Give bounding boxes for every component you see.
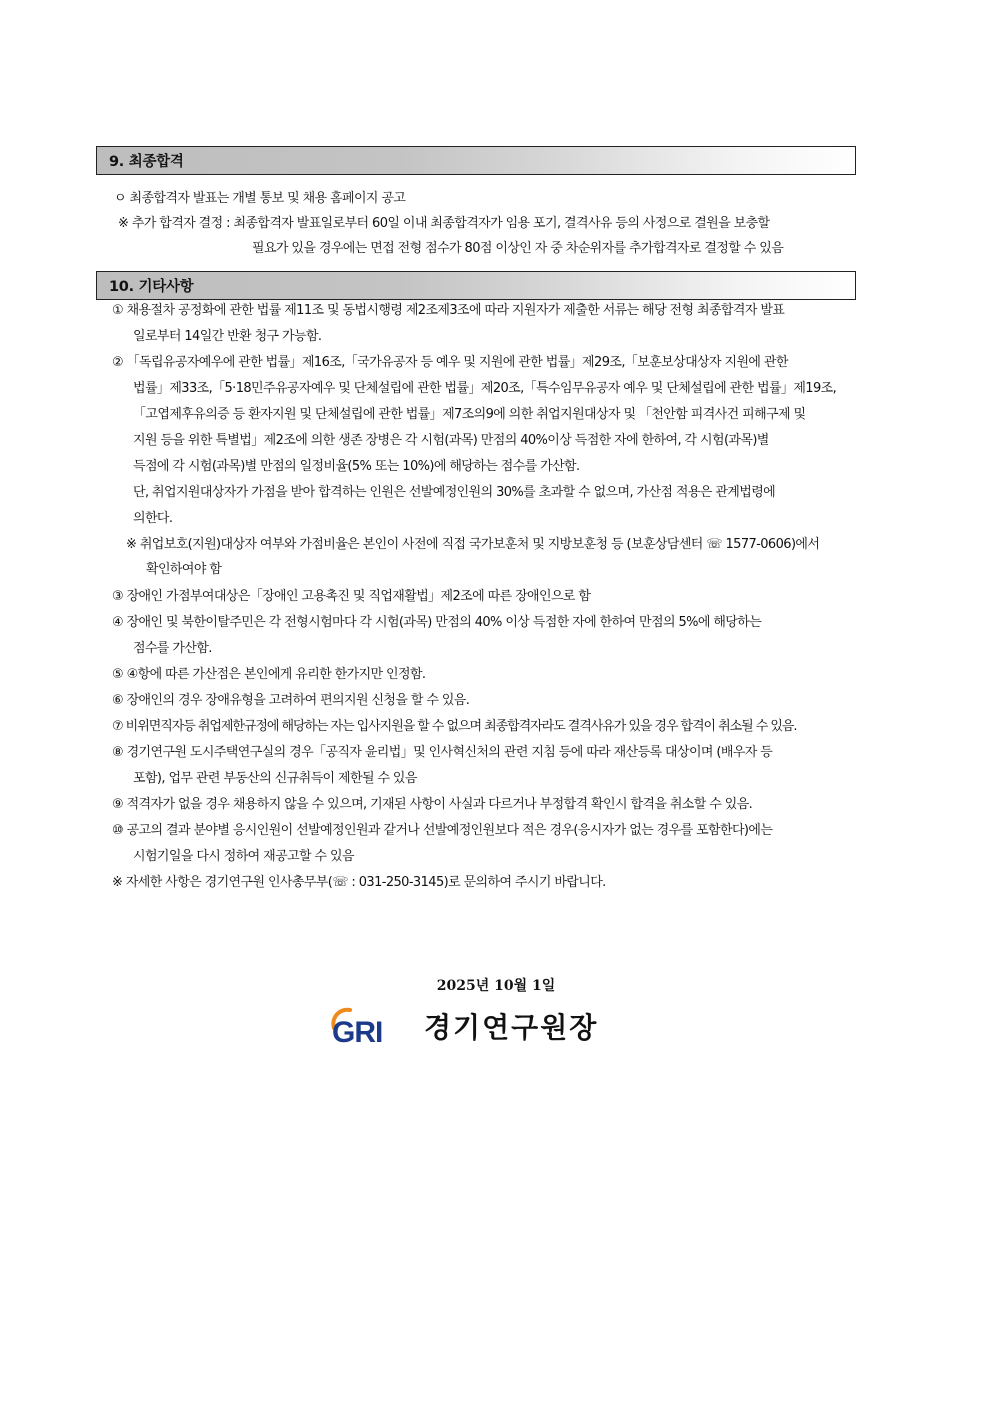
section-9-title: 9. 최종합격 [109, 154, 184, 170]
section-9-header [96, 146, 856, 175]
item-2-line-4: 지원 등을 위한 특별법」제2조에 의한 생존 장병은 각 시험(과목) 만점의 40%이상 득점한 자에 한하여, 각 시험(과목)별 [133, 433, 769, 448]
section-10-title: 10. 기타사항 [109, 279, 194, 295]
item-10-line-1: ⑩ 공고의 결과 분야별 응시인원이 선발예정인원과 같거나 선발예정인원보다 적은 경우(응시자가 없는 경우를 포함한다)에는 [112, 823, 773, 838]
logo-text: GRI [332, 1016, 383, 1048]
item-4-line-1: ④ 장애인 및 북한이탈주민은 각 전형시험마다 각 시험(과목) 만점의 40% 이상 득점한 자에 한하여 만점의 5%에 해당하는 [112, 615, 762, 630]
item-2-line-5: 득점에 각 시험(과목)별 만점의 일정비율(5% 또는 10%)에 해당하는 점수를 가산함. [133, 459, 580, 474]
additional-pass-note-cont: 필요가 있을 경우에는 면접 전형 점수가 80점 이상인 자 중 차순위자를 추가합격자로 결정할 수 있음 [252, 241, 784, 256]
gri-logo-icon [328, 1004, 402, 1048]
item-2-line-7: 의한다. [133, 511, 173, 526]
organization-name: 경기연구원장 [424, 1011, 599, 1044]
item-2-note-line-2: 확인하여야 함 [146, 562, 222, 577]
footer-signature [328, 1004, 598, 1048]
section-10-header [96, 271, 856, 300]
item-2-note-line-1: ※ 취업보호(지원)대상자 여부와 가점비율은 본인이 사전에 직접 국가보훈처 및 지방보훈청 등 (보훈상담센터 ☏ 1577-0606)에서 [126, 537, 820, 552]
item-1-line-2: 일로부터 14일간 반환 청구 가능함. [133, 329, 322, 344]
item-2-line-6: 단, 취업지원대상자가 가점을 받아 합격하는 인원은 선발예정인원의 30%를 초과할 수 없으며, 가산점 적용은 관계법령에 [133, 485, 776, 500]
final-announcement-line: ㅇ 최종합격자 발표는 개별 통보 및 채용 홈페이지 공고 [114, 191, 406, 206]
item-10-line-2: 시험기일을 다시 정하여 재공고할 수 있음 [133, 849, 354, 864]
contact-note: ※ 자세한 사항은 경기연구원 인사총무부(☏ : 031-250-3145)로 문의하여 주시기 바랍니다. [112, 875, 606, 890]
item-8-line-2: 포함), 업무 관련 부동산의 신규취득이 제한될 수 있음 [133, 771, 417, 786]
additional-pass-note: ※ 추가 합격자 결정 : 최종합격자 발표일로부터 60일 이내 최종합격자가 임용 포기, 결격사유 등의 사정으로 결원을 보충할 [118, 216, 770, 231]
item-8-line-1: ⑧ 경기연구원 도시주택연구실의 경우「공직자 윤리법」및 인사혁신처의 관련 지침 등에 따라 재산등록 대상이며 (배우자 등 [112, 745, 773, 760]
item-4-line-2: 점수를 가산함. [133, 641, 212, 656]
item-9-line-1: ⑨ 적격자가 없을 경우 채용하지 않을 수 있으며, 기재된 사항이 사실과 다르거나 부정합격 확인시 합격을 취소할 수 있음. [112, 797, 753, 812]
item-1-line-1: ① 채용절차 공정화에 관한 법률 제11조 및 동법시행령 제2조제3조에 따라 지원자가 제출한 서류는 해당 전형 최종합격자 발표 [112, 303, 785, 318]
item-2-line-1: ② 「독립유공자예우에 관한 법률」제16조,「국가유공자 등 예우 및 지원에 관한 법률」제29조,「보훈보상대상자 지원에 관한 [112, 355, 788, 370]
item-6-line-1: ⑥ 장애인의 경우 장애유형을 고려하여 편의지원 신청을 할 수 있음. [112, 693, 470, 708]
item-5-line-1: ⑤ ④항에 따른 가산점은 본인에게 유리한 한가지만 인정함. [112, 667, 426, 682]
item-7-line-1: ⑦ 비위면직자등 취업제한규정에 해당하는 자는 입사지원을 할 수 없으며 최종합격자라도 결격사유가 있을 경우 합격이 취소될 수 있음. [112, 719, 797, 734]
item-2-line-2: 법률」제33조,「5·18민주유공자예우 및 단체설립에 관한 법률」제20조,「특수임무유공자 예우 및 단체설립에 관한 법률」제19조, [133, 381, 837, 396]
item-2-line-3: 「고엽제후유의증 등 환자지원 및 단체설립에 관한 법률」제7조의9에 의한 취업지원대상자 및 「천안함 피격사건 피해구제 및 [133, 407, 806, 422]
announcement-date: 2025년 10월 1일 [436, 978, 556, 994]
item-3-line-1: ③ 장애인 가점부여대상은「장애인 고용촉진 및 직업재활법」제2조에 따른 장애인으로 함 [112, 589, 591, 604]
